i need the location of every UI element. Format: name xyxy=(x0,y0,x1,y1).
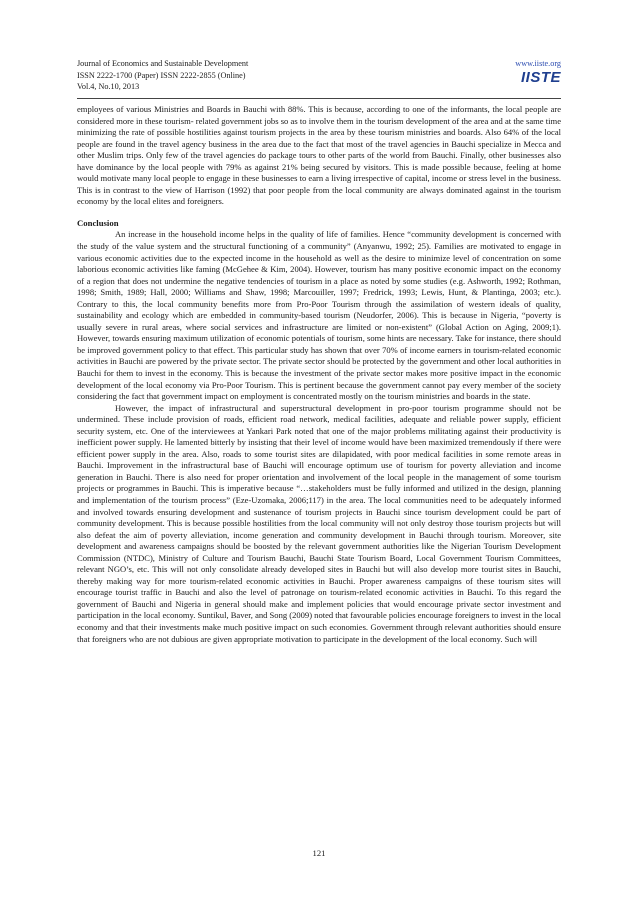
conclusion-paragraph-1: An increase in the household income helps in the quality of life of families. Hence “community development is concerned with the study of the value system and the structural functioning of a community” (Anyanwu, 1992; 25). Families are motivated to engage in various economic activities due to the expected income in the household as well as the desire to minimize level of concentration on some laborious economic activities like faming (McGehee & Kim, 2004). However, tourism has many positive economic impact on the economy of a region that does not undermine the negative tendencies of tourism in a place as noted by some studies (e.g. Ashworth, 1992; Rothman, 1998; Smith, 1989; Hall, 2000; Williams and Shaw, 1998; Marcouiller, 1997; Fredrick, 1993; Lewis, Hunt, & Plantinga, 2003; etc.). Contrary to this, the local community benefits more from Pro-Poor Tourism through the assimilation of western ideals of quality, sustainability and ecology which are embedded in community-based tourism (Neudorfer, 2006). This is because in Nigeria, “poverty is usually severe in rural areas, where social services and infrastructure are limited or non-existent” (Global Action on Aging, 2009;1). However, towards ensuring maximum utilization of economic potentials of tourism, some hints are necessary. Take for instance, there should be improved government policy to that effect. This particular study has shown that over 70% of income earners in tourism-related economic activities in Bauchi are powered by the private sector. The private sector should be protected by the government and other local authorities in Bauchi for them to invest in the economy. This is because the investment of the private sector makes more positive impact in the economic development of the local economy via Pro-Poor Tourism. This is pertinent because the government cannot pay every member of the society considering the fact that government impact on employment is concentrated mostly on the tourism ministries and boards in the state. xyxy=(77,229,561,402)
journal-url-link[interactable]: www.iiste.org xyxy=(515,59,561,68)
page-number: 121 xyxy=(312,848,326,858)
page-header xyxy=(77,58,561,93)
conclusion-heading: Conclusion xyxy=(77,217,119,228)
journal-title: Journal of Economics and Sustainable Development xyxy=(77,59,249,68)
article-body xyxy=(77,104,561,645)
conclusion-paragraph-2: However, the impact of infrastructural and superstructural development in pro-poor tourism programme should not be undermined. These include provision of roads, efficient road network, medical facilities, adequate and reliable power supply, efficient security system, etc. One of the interviewees at Yankari Park noted that one of the major problems militating against their productivity is inefficient power supply. He lamented bitterly by insisting that their level of income would have been maximized tremendously if there were efficient power supply in the area. Also, roads to some tourist sites are dilapidated, with poor medical facilities in some remote areas in Bauchi. Improvement in the infrastructural base of Bauchi will encourage optimum use of tourism for poverty alleviation and income generation in Bauchi. There is also need for proper orientation and involvement of the local people in the management of some tourism projects or programmes in Bauchi. This is imperative because “…stakeholders must be fully informed and utilized in the design, planning and implementation of the tourism process” (Eze-Uzomaka, 2006;117) in the area. The local communities need to be adequately informed and involved towards ensuring development and sustenance of tourism projects in Bauchi since tourism development could be part of community development. This is because possible hostilities from the local community will not only destroy those tourism projects but will also defeat the aim of poverty alleviation, income generation and community development in Bauchi through tourism. Moreover, site development and awareness campaigns should be boosted by the relevant government authorities like the Nigerian Tourism Development Commission (NTDC), Ministry of Culture and Tourism Bauchi, Bauchi State Tourism Board, Local Government Tourism Committees, relevant NGO’s, etc. This will not only consolidate already developed sites in Bauchi but will also develop more tourist sites in Bauchi, thereby making way for more tourism-related economic activities in Bauchi. Proper awareness campaigns of these tourism sites will encourage tourist traffic in Bauchi and also the level of patronage on tourism-related economic activities in Bauchi. To this regard the government of Bauchi and Nigeria in general should make and implement policies that would encourage private sector investment and participation in the local economy. Suntikul, Baver, and Song (2009) noted that favourable policies encourage foreigners to invest in the local economy and that their investments make much positive impact on such economies. Government through relevant authorities should ensure that foreigners who are not dubious are given appropriate motivation to participate in the development of the local economy. Such will xyxy=(77,402,562,644)
volume-line: Vol.4, No.10, 2013 xyxy=(77,82,140,91)
header-divider xyxy=(77,98,561,99)
intro-paragraph: employees of various Ministries and Boards in Bauchi with 88%. This is because, according to one of the informants, the local people are considered more in these tourism- related government jobs so as to involve them in the tourism development of the area and at the same time minimizing the rate of possible hostilities against tourism projects in the area by these tourism ministries and boards. Also 64% of the local people are found in the travel agency business in the area due to the fact that most of the travel agencies in Bauchi specialize in Mecca and other Muslim trips. Only few of the travel agencies do package tours to other parts of the world from Bauchi. Finally, other businesses also have dominance by the local people with 79% as against 21% being secured by visitors. This is made possible because, feeling at home would motivate many local people to engage in these businesses to earn a living irrespective of capital, income or stress level in the business. This is in contrast to the view of Harrison (1992) that poor people from the local community are always dominated against in the tourism economy by the local elites and foreigners. xyxy=(77,104,561,207)
iiste-logo xyxy=(520,68,561,86)
iiste-logo-text: IISTE xyxy=(520,68,561,86)
issn-line: ISSN 2222-1700 (Paper) ISSN 2222-2855 (Online) xyxy=(77,70,246,80)
journal-logo-block xyxy=(515,58,561,85)
